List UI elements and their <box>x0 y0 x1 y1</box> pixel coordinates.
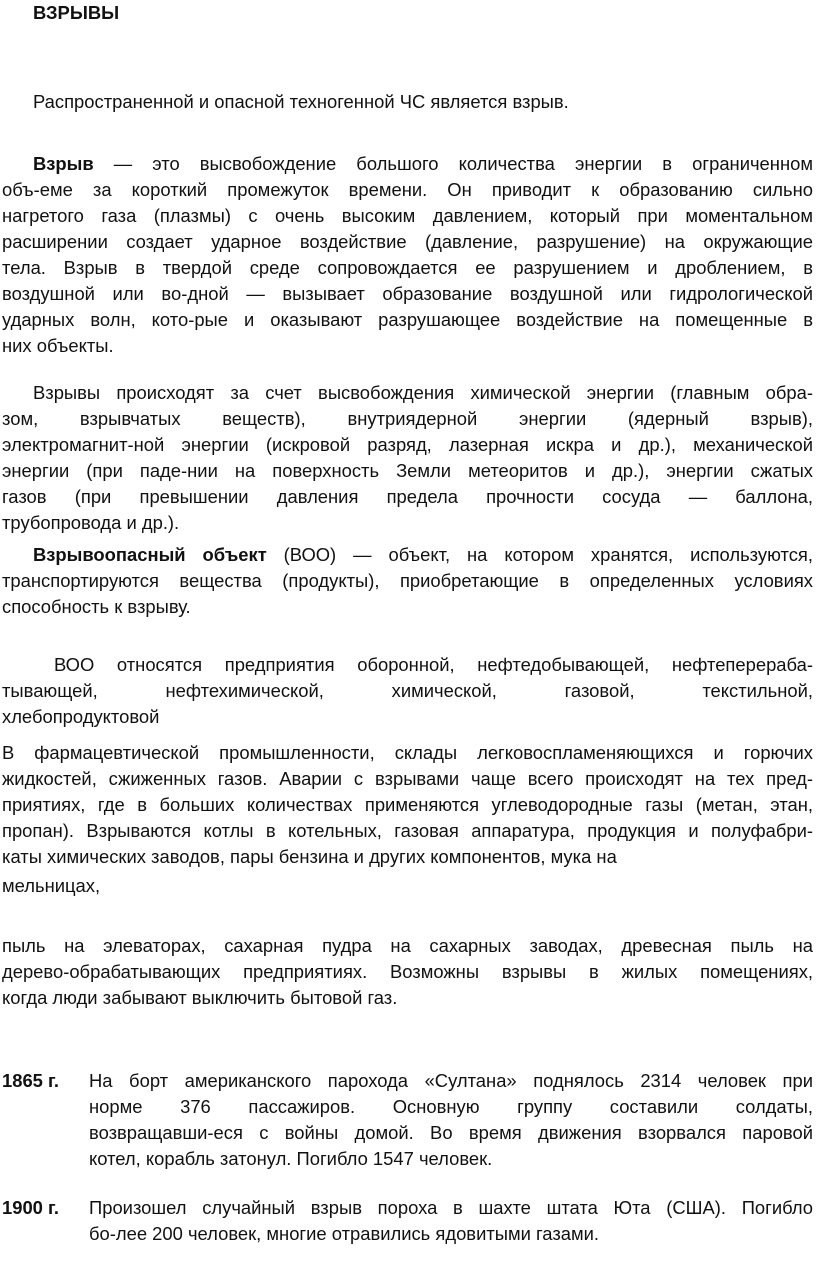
text-line: мельницах, <box>2 875 101 896</box>
text-line: ударных волн, кото-рые и оказывают разрушающее воздействие на помещенные в <box>2 309 813 330</box>
text-line: зом, взрывчатых веществ), внутриядерной энергии (ядерный взрыв), <box>2 408 813 429</box>
definition-first-line: Взрывоопасный объект (ВОО) — объект, на котором хранятся, используются, <box>33 544 813 565</box>
text-line: транспортируются вещества (продукты), приобретающие в определенных условиях <box>2 570 813 591</box>
text-line: возвращавши-еся с войны домой. Во время движения взорвался паровой <box>89 1122 813 1143</box>
text-line: хлебопродуктовой <box>2 706 160 727</box>
text-line: бо-лее 200 человек, многие отравились ядовитыми газами. <box>89 1223 600 1244</box>
text-line: жидкостей, сжиженных газов. Аварии с взрывами чаще всего происходят на тех пред- <box>2 768 813 789</box>
text-line: В фармацевтической промышленности, склады легковоспламеняющихся и горючих <box>2 742 813 763</box>
text-line: тывающей, нефтехимической, химической, газовой, текстильной, <box>2 680 813 701</box>
text-line: ВОО относятся предприятия оборонной, нефтедобывающей, нефтеперераба- <box>54 654 813 675</box>
text-line: нагретого газа (плазмы) с очень высоким давлением, который при моментальном <box>2 205 813 226</box>
text-line: воздушной или во-дной — вызывает образование воздушной или гидрологической <box>2 283 813 304</box>
text-line: Произошел случайный взрыв пороха в шахте штата Юта (США). Погибло <box>89 1197 813 1218</box>
text-line: пыль на элеваторах, сахарная пудра на сахарных заводах, древесная пыль на <box>2 935 813 956</box>
text-line: На борт американского парохода «Султана» поднялось 2314 человек при <box>89 1070 813 1091</box>
text-line: норме 376 пассажиров. Основную группу составили солдаты, <box>89 1096 813 1117</box>
text-line: трубопровода и др.). <box>2 512 180 533</box>
text-line: расширении создает ударное воздействие (давление, разрушение) на окружающие <box>2 231 813 252</box>
page-title: ВЗРЫВЫ <box>33 2 120 23</box>
text-line: пропан). Взрываются котлы в котельных, газовая аппаратура, продукция и полуфабри- <box>2 820 813 841</box>
text-line: газов (при превышении давления предела прочности сосуда — баллона, <box>2 486 813 507</box>
event-year-1865: 1865 г. <box>2 1070 59 1091</box>
explosion-sources-paragraph <box>2 380 813 536</box>
text-line: дерево-обрабатывающих предприятиях. Возможны взрывы в жилых помещениях, <box>2 961 813 982</box>
text-line: Взрывы происходят за счет высвобождения химической энергии (главным обра- <box>33 382 813 403</box>
explosive-object-definition <box>2 542 813 620</box>
text-line: объ-еме за короткий промежуток времени. Он приводит к образованию сильно <box>2 179 813 200</box>
term-explosion: Взрыв <box>33 153 94 174</box>
text-line: них объекты. <box>2 335 114 356</box>
text-line: приятиях, где в больших количествах применяются углеводородные газы (метан, этан, <box>2 794 813 815</box>
text-line: электромагнит-ной энергии (искровой разряд, лазерная искра и др.), механической <box>2 434 813 455</box>
event-1900-description <box>89 1195 813 1247</box>
event-year-1900: 1900 г. <box>2 1197 59 1218</box>
voo-industries-paragraph <box>2 652 813 730</box>
text-line: способность к взрыву. <box>2 596 191 617</box>
intro-paragraph: Распространенной и опасной техногенной ЧС является взрыв. <box>33 91 569 112</box>
explosion-definition <box>2 151 813 359</box>
event-1865-description <box>89 1068 813 1172</box>
definition-first-line: Взрыв — это высвобождение большого количества энергии в ограниченном <box>33 153 813 174</box>
term-explosive-object: Взрывоопасный объект <box>33 544 267 565</box>
text-line: тела. Взрыв в твердой среде сопровождается ее разрушением и дроблением, в <box>2 257 813 278</box>
dust-explosions-paragraph <box>2 933 813 1011</box>
text-line: каты химических заводов, пары бензина и других компонентов, мука на <box>2 846 617 867</box>
industry-accidents-paragraph <box>2 740 813 899</box>
text-line: котел, корабль затонул. Погибло 1547 человек. <box>89 1148 493 1169</box>
text-line: когда люди забывают выключить бытовой газ. <box>2 987 398 1008</box>
text-line: энергии (при паде-нии на поверхность Земли метеоритов и др.), энергии сжатых <box>2 460 813 481</box>
